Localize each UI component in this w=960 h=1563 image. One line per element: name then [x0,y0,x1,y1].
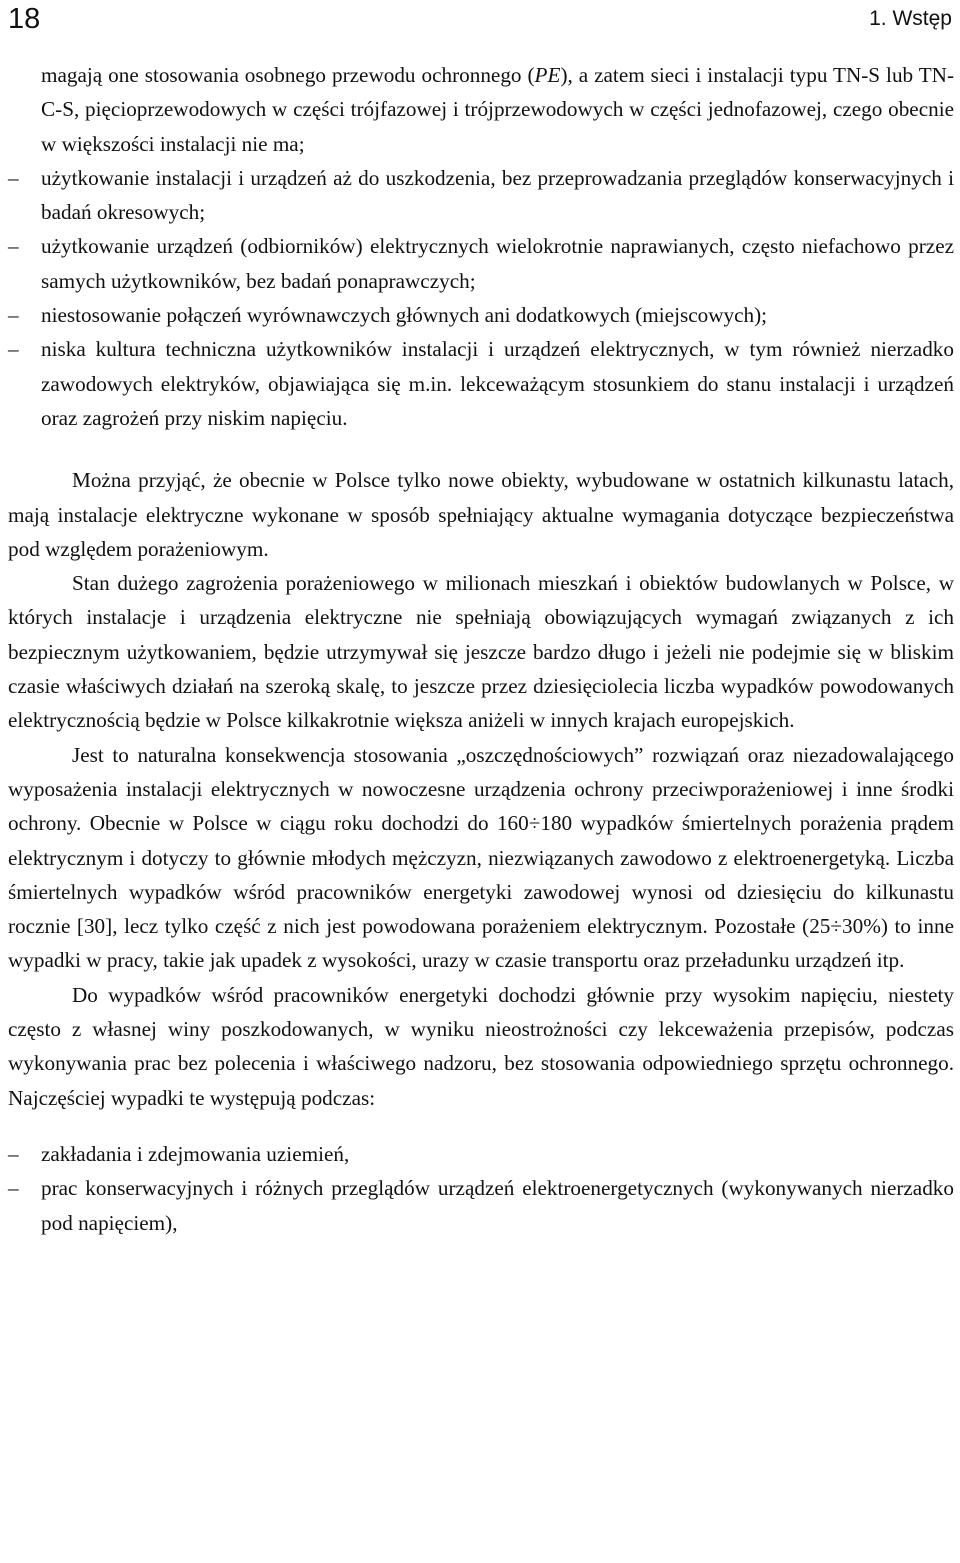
chapter-title: 1. Wstęp [869,7,952,30]
dash-bullet-icon: – [8,337,19,362]
page-header [0,0,960,40]
dash-bullet-icon: – [8,303,19,328]
list-item: – użytkowanie instalacji i urządzeń aż do uszkodzenia, bez przeprowadzania przeglądów konserwacyjnych i badań okresowych; [8,161,954,230]
pe-abbreviation: PE [534,63,561,87]
dash-bullet-icon: – [8,234,19,259]
paragraph: Jest to naturalna konsekwencja stosowania „oszczędnościowych” rozwiązań oraz niezadowalającego wyposażenia instalacji elektrycznych w nowoczesne urządzenia ochrony przeciwporażeniowej i inne środki ochrony. Obecnie w Polsce w ciągu roku dochodzi do 160÷180 wypadków śmiertelnych porażenia prądem elektrycznym i dotyczy to głównie młodych mężczyzn, niezwiązanych zawodowo z elektroenergetyką. Liczba śmiertelnych wypadków wśród pracowników energetyki zawodowej wynosi od dziesięciu do kilkunastu rocznie [30], lecz tylko część z nich jest powodowana porażeniem elektrycznym. Pozostałe (25÷30%) to inne wypadki w pracy, takie jak upadek z wysokości, urazy w czasie transportu oraz przeładunku urządzeń itp. [8,742,954,973]
list-item: – niska kultura techniczna użytkowników instalacji i urządzeń elektrycznych, w tym również nierzadko zawodowych elektryków, objawiająca się m.in. lekceważącym stosunkiem do stanu instalacji i urządzeń oraz zagrożeń przy niskim napięciu. [8,332,954,435]
dash-bullet-icon: – [8,1141,19,1166]
page-body [8,58,954,1240]
list-item: – niestosowanie połączeń wyrównawczych głównych ani dodatkowych (miejscowych); [8,298,954,332]
list-item: – użytkowanie urządzeń (odbiorników) elektrycznych wielokrotnie naprawianych, często niefachowo przez samych użytkowników, bez badań ponaprawczych; [8,229,954,298]
list-hazards [8,58,954,435]
list-item: – prac konserwacyjnych i różnych przeglądów urządzeń elektroenergetycznych (wykonywanych nierzadko pod napięciem), [8,1171,954,1240]
list-work-activities [8,1137,954,1240]
dash-bullet-icon: – [8,1176,19,1201]
paragraph: Stan dużego zagrożenia porażeniowego w milionach mieszkań i obiektów budowlanych w Polsce, w których instalacje i urządzenia elektryczne nie spełniają obowiązujących wymagań związanych z ich bezpiecznym użytkowaniem, będzie utrzymywał się jeszcze bardzo długo i jeżeli nie podejmie się w bliskim czasie właściwych działań na szeroką skalę, to jeszcze przez dziesięciolecia liczba wypadków powodowanych elektrycznością będzie w Polsce kilkakrotnie większa aniżeli w innych krajach europejskich. [8,571,954,733]
list-item: – zakładania i zdejmowania uziemień, [8,1137,954,1171]
paragraph: Do wypadków wśród pracowników energetyki dochodzi głównie przy wysokim napięciu, niestety często z własnej winy poszkodowanych, w wyniku nieostrożności czy lekceważenia przepisów, podczas wykonywania prac bez polecenia i właściwego nadzoru, bez stosowania odpowiedniego sprzętu ochronnego. Najczęściej wypadki te występują podczas: [8,982,954,1110]
list-item-continuation: magają one stosowania osobnego przewodu ochronnego (PE), a zatem sieci i instalacji typu TN-S lub TN-C-S, pięcioprzewodowych w części trójfazowej i trójprzewodowych w części jednofazowej, czego obecnie w większości instalacji nie ma; [41,63,955,156]
dash-bullet-icon: – [8,165,19,190]
page-number: 18 [8,3,41,35]
paragraph: Można przyjąć, że obecnie w Polsce tylko nowe obiekty, wybudowane w ostatnich kilkunastu latach, mają instalacje elektryczne wykonane w sposób spełniający aktualne wymagania dotyczące bezpieczeństwa pod względem porażeniowym. [8,468,954,561]
